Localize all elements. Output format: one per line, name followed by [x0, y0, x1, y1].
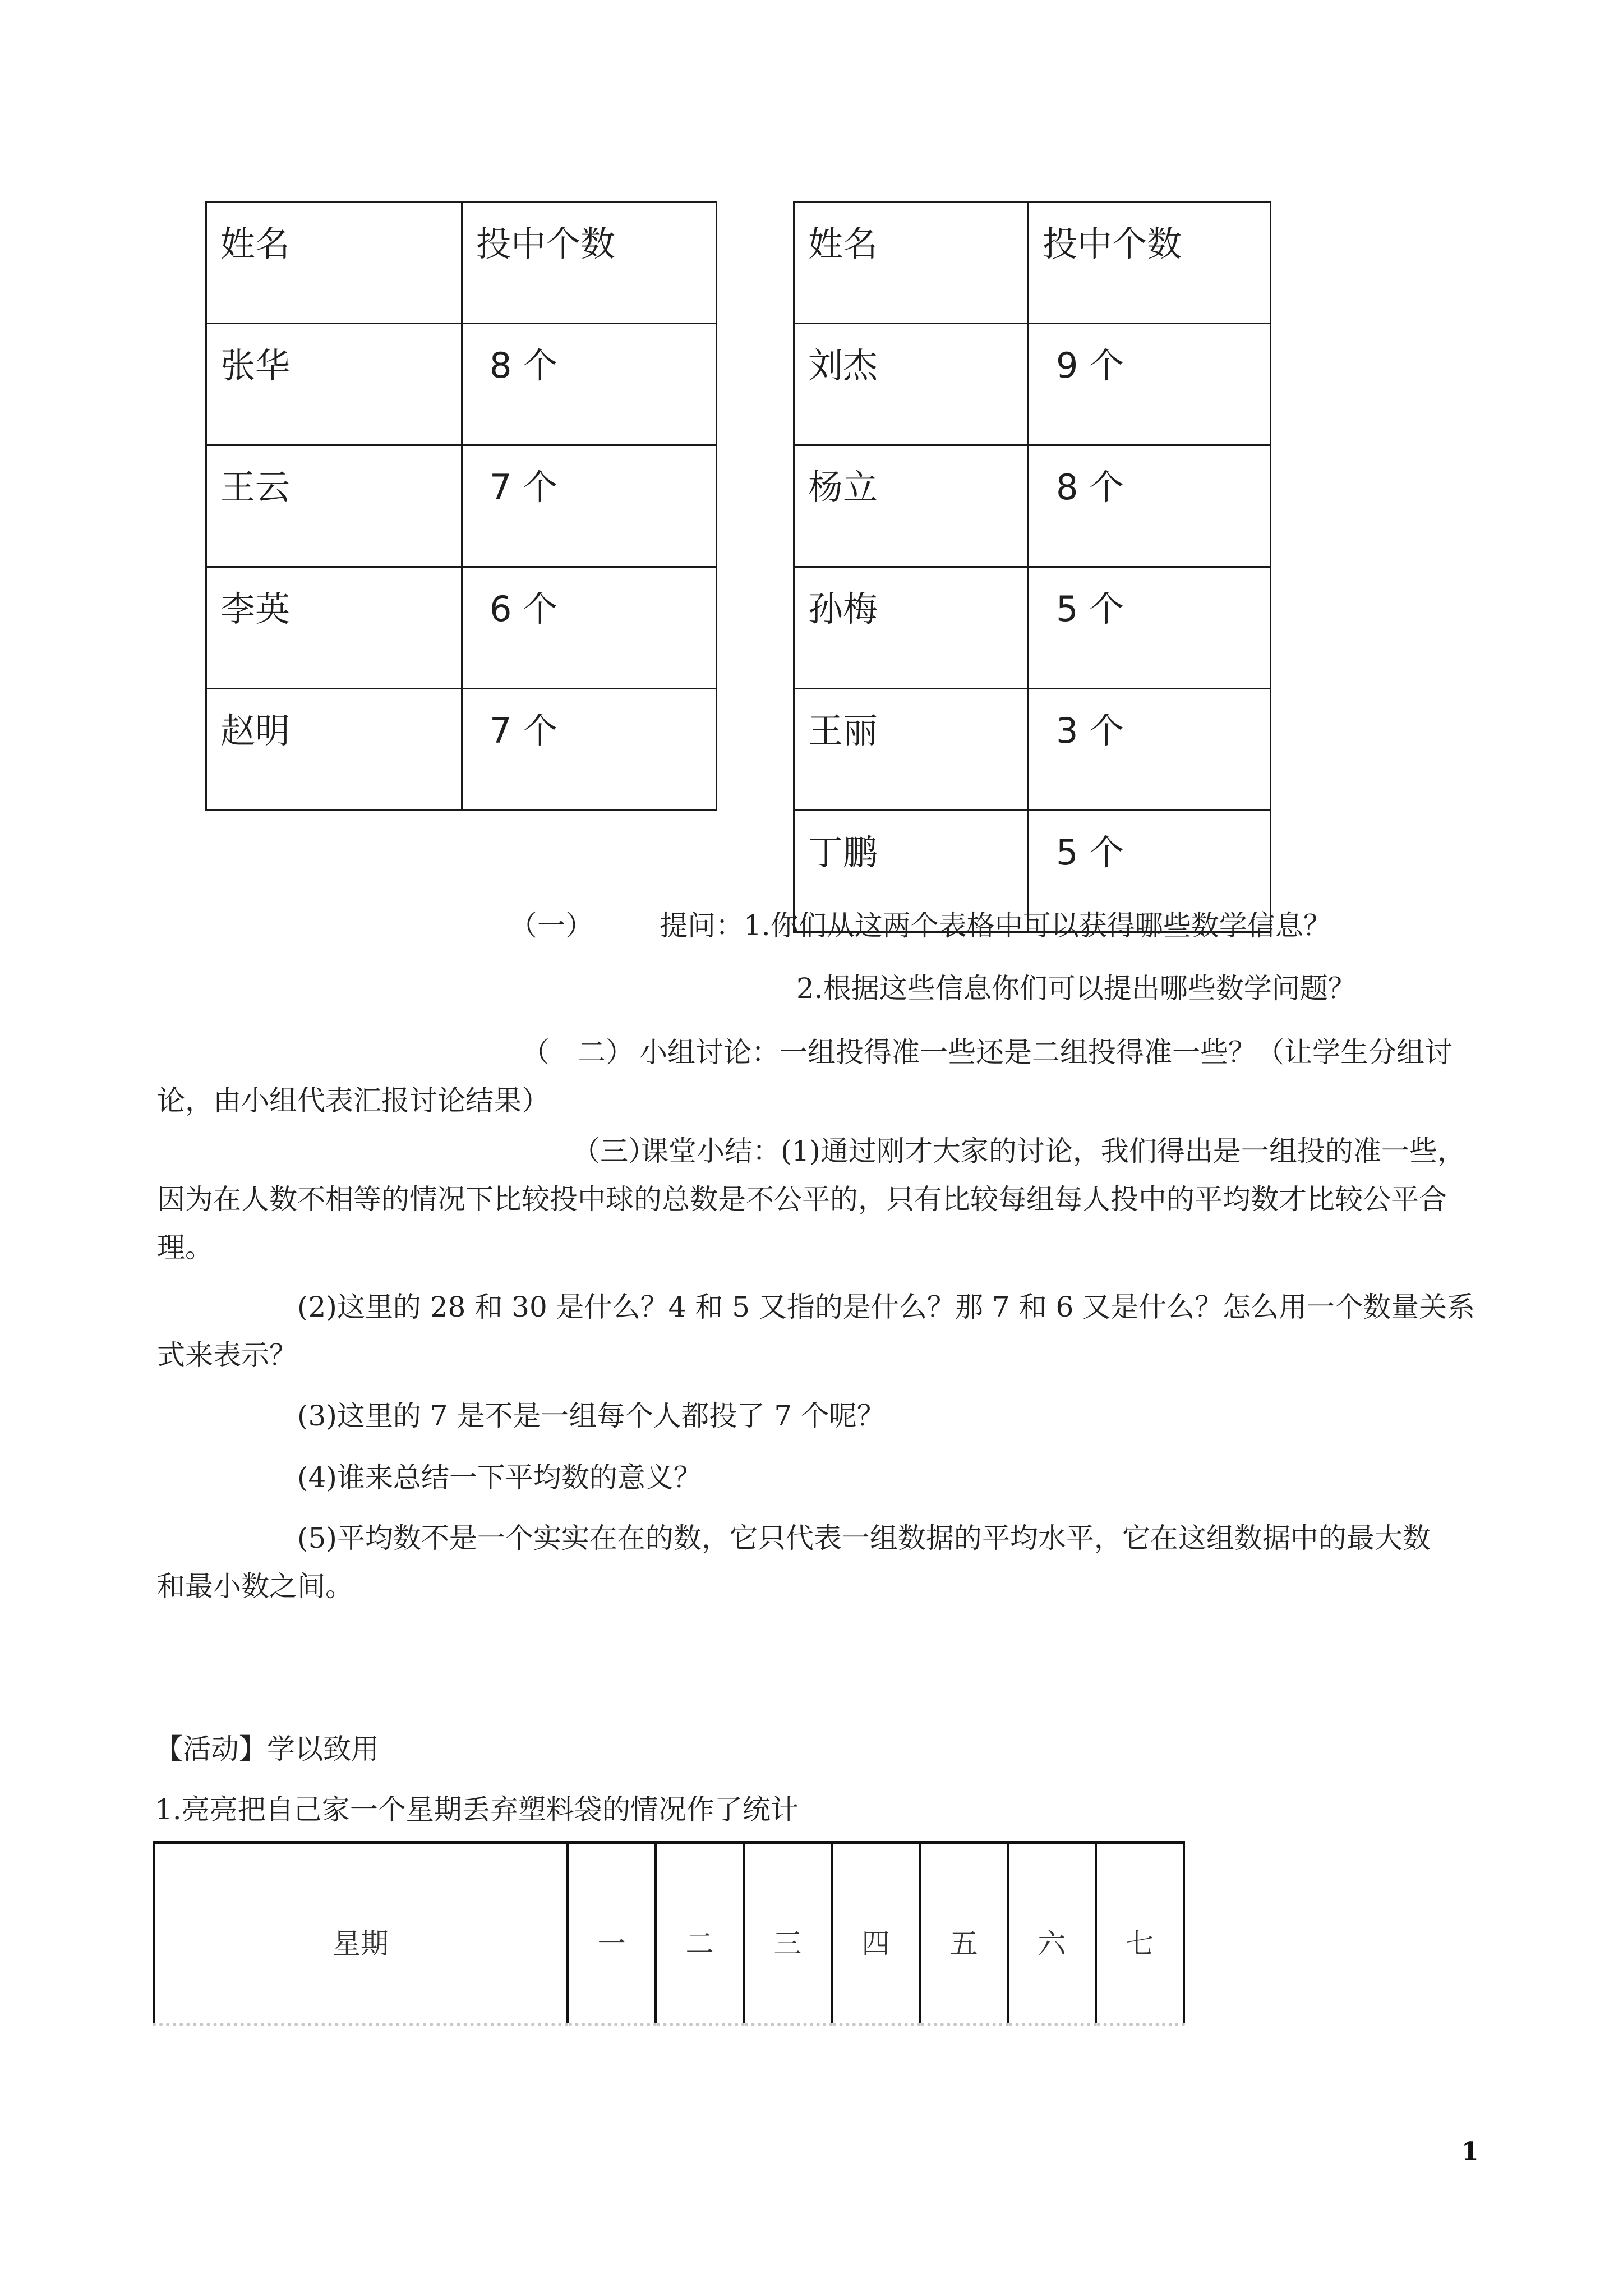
header-name: 姓名 [794, 202, 1029, 324]
student-name: 张华 [206, 324, 462, 445]
summary-item-2-line-1: (2)这里的 28 和 30 是什么？4 和 5 又指的是什么？那 7 和 6 又是什么？怎么用一个数量关系 [297, 1291, 1476, 1323]
hit-count: 9 个 [1029, 324, 1271, 445]
header-count: 投中个数 [462, 202, 717, 324]
group1-score-table [205, 201, 717, 811]
question-2: 2.根据这些信息你们可以提出哪些数学问题？ [796, 972, 1356, 1005]
student-name: 孙梅 [794, 567, 1029, 689]
discussion-label: （ 二） [522, 1036, 634, 1069]
hit-count: 7 个 [462, 689, 717, 811]
weekday-header: 星期 [154, 1843, 568, 2025]
table-row [206, 445, 717, 567]
summary-item-4: (4)谁来总结一下平均数的意义？ [297, 1461, 702, 1494]
summary-item-3: (3)这里的 7 是不是一组每个人都投了 7 个呢？ [297, 1400, 886, 1432]
group2-score-table [793, 201, 1271, 933]
student-name: 杨立 [794, 445, 1029, 567]
summary-line-3: 理。 [157, 1231, 213, 1264]
student-name: 丁鹏 [794, 811, 1029, 932]
student-name: 王云 [206, 445, 462, 567]
activity-task-1: 1.亮亮把自己家一个星期丢弃塑料袋的情况作了统计 [155, 1793, 799, 1826]
student-name: 赵明 [206, 689, 462, 811]
student-name: 李英 [206, 567, 462, 689]
weekday-cell: 三 [744, 1843, 832, 2025]
student-name: 王丽 [794, 689, 1029, 811]
hit-count: 6 个 [462, 567, 717, 689]
weekday-cell: 四 [832, 1843, 920, 2025]
hit-count: 8 个 [462, 324, 717, 445]
header-name: 姓名 [206, 202, 462, 324]
summary-item-2-line-2: 式来表示？ [157, 1339, 297, 1372]
table-row [794, 445, 1271, 567]
question-section-label: （一） [509, 909, 593, 942]
activity-heading: 【活动】学以致用 [155, 1733, 379, 1765]
hit-count: 3 个 [1029, 689, 1271, 811]
table-row [154, 1843, 1184, 2025]
summary-item-5-line-2: 和最小数之间。 [157, 1570, 353, 1603]
summary-line-2: 因为在人数不相等的情况下比较投中球的总数是不公平的，只有比较每组每人投中的平均数才比较公平合 [157, 1183, 1447, 1216]
discussion-line-1: 小组讨论：一组投得准一些还是二组投得准一些？（让学生分组讨 [639, 1036, 1453, 1069]
table-row [206, 567, 717, 689]
table-row [206, 689, 717, 811]
student-name: 刘杰 [794, 324, 1029, 445]
weekday-cell: 七 [1096, 1843, 1184, 2025]
summary-item-5-line-1: (5)平均数不是一个实实在在的数，它只代表一组数据的平均水平，它在这组数据中的最大数 [297, 1522, 1431, 1554]
weekday-cell: 二 [656, 1843, 744, 2025]
summary-label: （三） [572, 1135, 656, 1167]
table-row [206, 324, 717, 445]
discussion-line-2: 论，由小组代表汇报讨论结果） [157, 1084, 550, 1117]
table-header-row [206, 202, 717, 324]
weekday-cell: 一 [568, 1843, 656, 2025]
table-header-row [794, 202, 1271, 324]
weekly-plastic-bag-table [153, 1841, 1185, 2026]
weekday-cell: 五 [920, 1843, 1008, 2025]
hit-count: 7 个 [462, 445, 717, 567]
table-row [794, 567, 1271, 689]
header-count: 投中个数 [1029, 202, 1271, 324]
weekday-cell: 六 [1008, 1843, 1096, 2025]
summary-line-1: 课堂小结：(1)通过刚才大家的讨论，我们得出是一组投的准一些， [640, 1135, 1465, 1167]
table-row [794, 689, 1271, 811]
page-number: 1 [1461, 2137, 1479, 2166]
table-row [794, 324, 1271, 445]
hit-count: 5 个 [1029, 567, 1271, 689]
question-1: 提问：1.你们从这两个表格中可以获得哪些数学信息？ [660, 909, 1331, 942]
hit-count: 8 个 [1029, 445, 1271, 567]
hit-count: 5 个 [1029, 811, 1271, 932]
